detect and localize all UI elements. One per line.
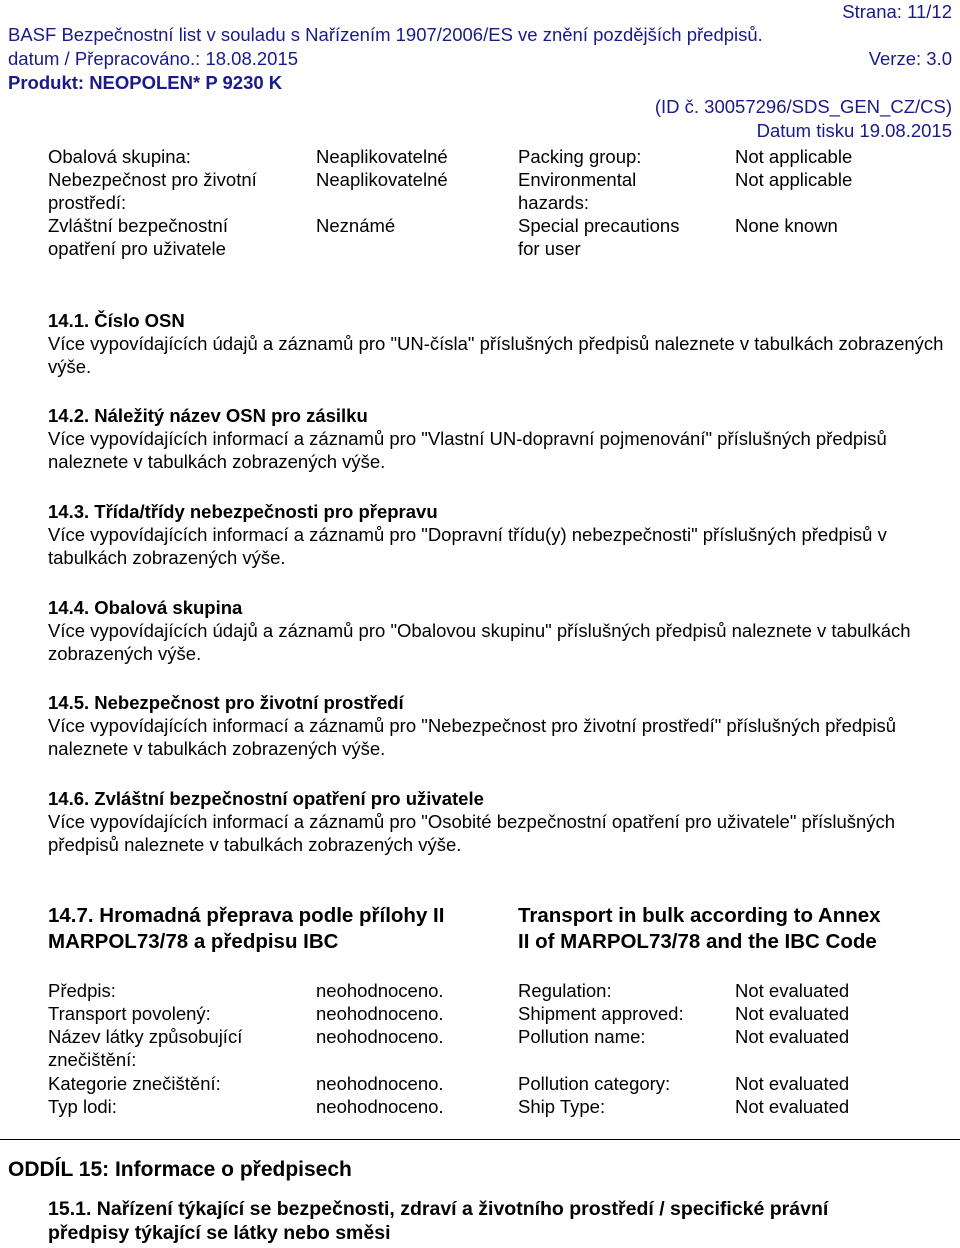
bulk-label-cz: Kategorie znečištění: xyxy=(48,1073,221,1094)
bulk-label-cz: Typ lodi: xyxy=(48,1096,117,1117)
page-number: Strana: 11/12 xyxy=(842,1,952,22)
table-value-cz: Neaplikovatelné xyxy=(316,146,448,167)
bulk-value-cz: neohodnoceno. xyxy=(316,1073,444,1094)
section-divider xyxy=(0,1139,960,1140)
bulk-heading-en-line: II of MARPOL73/78 and the IBC Code xyxy=(518,930,877,953)
table-value-en: Not applicable xyxy=(735,169,853,190)
bulk-label-cz: Název látky způsobující xyxy=(48,1026,243,1047)
table-value-en: None known xyxy=(735,215,838,236)
bulk-value-en: Not evaluated xyxy=(735,980,850,1001)
table-label-cz: Zvláštní bezpečnostní xyxy=(48,215,228,236)
bulk-value-cz: neohodnoceno. xyxy=(316,1003,444,1024)
section-text: Více vypovídajících informací a záznamů pro "Dopravní třídu(y) nebezpečnosti" příslušných předpisů v tabulkách zobrazených výše. xyxy=(48,524,887,568)
section-text: Více vypovídajících informací a záznamů pro "Osobité bezpečnostní opatření pro uživatele" příslušných předpisů naleznete v tabulkách zobrazených výše. xyxy=(48,811,896,855)
section-15-1-heading: 15.1. Nařízení týkající se bezpečnosti, zdraví a životního prostředí / specifické právní xyxy=(48,1198,829,1220)
table-value-en: Not applicable xyxy=(735,146,853,167)
bulk-heading-cz xyxy=(48,903,444,955)
bulk-heading-cz-line: 14.7. Hromadná přeprava podle přílohy II xyxy=(48,904,445,927)
bulk-label-cz: Předpis: xyxy=(48,980,116,1001)
bulk-heading-cz-line: MARPOL73/78 a předpisu IBC xyxy=(48,930,339,953)
bulk-heading-en-line: Transport in bulk according to Annex xyxy=(518,904,881,927)
section-heading: 14.2. Náležitý název OSN pro zásilku xyxy=(48,405,368,426)
bulk-value-en: Not evaluated xyxy=(735,1073,850,1094)
table-label-cz-cont: opatření pro uživatele xyxy=(48,238,226,259)
table-value-cz: Neaplikovatelné xyxy=(316,169,448,190)
document-id: (ID č. 30057296/SDS_GEN_CZ/CS) xyxy=(654,96,952,117)
section-14-3 xyxy=(48,500,948,569)
table-label-en: Packing group: xyxy=(518,146,642,167)
table-label-en: Environmental xyxy=(518,169,637,190)
bulk-value-en: Not evaluated xyxy=(735,1096,850,1117)
table-label-en-cont: for user xyxy=(518,238,581,259)
bulk-label-en: Pollution name: xyxy=(518,1026,646,1047)
section-text: Více vypovídajících informací a záznamů pro "Vlastní UN-dopravní pojmenování" příslušných předpisů naleznete v tabulkách zobrazených výše. xyxy=(48,428,887,472)
section-heading: 14.1. Číslo OSN xyxy=(48,310,185,331)
bulk-value-cz: neohodnoceno. xyxy=(316,1096,444,1117)
bulk-label-en: Pollution category: xyxy=(518,1073,671,1094)
section-14-1 xyxy=(48,309,948,378)
bulk-label-en: Ship Type: xyxy=(518,1096,606,1117)
bulk-label-cz: Transport povolený: xyxy=(48,1003,211,1024)
table-label-en-cont: hazards: xyxy=(518,192,589,213)
print-date: Datum tisku 19.08.2015 xyxy=(756,120,952,141)
bulk-value-en: Not evaluated xyxy=(735,1003,850,1024)
section-heading: 14.5. Nebezpečnost pro životní prostředí xyxy=(48,692,404,713)
table-value-cz: Neznámé xyxy=(316,215,396,236)
bulk-heading-en xyxy=(518,903,881,955)
table-label-cz: Nebezpečnost pro životní xyxy=(48,169,257,190)
revision-date: datum / Přepracováno.: 18.08.2015 xyxy=(8,48,299,69)
product-name: Produkt: NEOPOLEN* P 9230 K xyxy=(8,72,283,93)
section-heading: 14.4. Obalová skupina xyxy=(48,597,243,618)
section-14-4 xyxy=(48,596,948,665)
section-14-2 xyxy=(48,404,948,473)
bulk-label-en: Regulation: xyxy=(518,980,612,1001)
header-title: BASF Bezpečnostní list v souladu s Nařízením 1907/2006/ES ve znění pozdějších předpisů. xyxy=(8,24,763,45)
bulk-label-cz-cont: znečištění: xyxy=(48,1049,137,1070)
section-text: Více vypovídajících informací a záznamů pro "Nebezpečnost pro životní prostředí" příslušných předpisů naleznete v tabulkách zobrazených výše. xyxy=(48,715,897,759)
section-heading: 14.6. Zvláštní bezpečnostní opatření pro uživatele xyxy=(48,788,484,809)
section-15-1-heading-cont: předpisy týkající se látky nebo směsi xyxy=(48,1222,391,1244)
table-label-cz: Obalová skupina: xyxy=(48,146,191,167)
section-14-5 xyxy=(48,691,948,760)
section-text: Více vypovídajících údajů a záznamů pro "UN-čísla" příslušných předpisů naleznete v tabulkách zobrazených výše. xyxy=(48,333,944,377)
table-label-en: Special precautions xyxy=(518,215,680,236)
bulk-value-cz: neohodnoceno. xyxy=(316,980,444,1001)
section-15-title: ODDÍL 15: Informace o předpisech xyxy=(8,1158,352,1181)
version: Verze: 3.0 xyxy=(868,48,952,69)
bulk-label-en: Shipment approved: xyxy=(518,1003,684,1024)
bulk-value-cz: neohodnoceno. xyxy=(316,1026,444,1047)
section-14-6 xyxy=(48,787,948,856)
section-text: Více vypovídajících údajů a záznamů pro "Obalovou skupinu" příslušných předpisů naleznete v tabulkách zobrazených výše. xyxy=(48,620,911,664)
bulk-value-en: Not evaluated xyxy=(735,1026,850,1047)
table-label-cz-cont: prostředí: xyxy=(48,192,127,213)
section-heading: 14.3. Třída/třídy nebezpečnosti pro přepravu xyxy=(48,501,438,522)
